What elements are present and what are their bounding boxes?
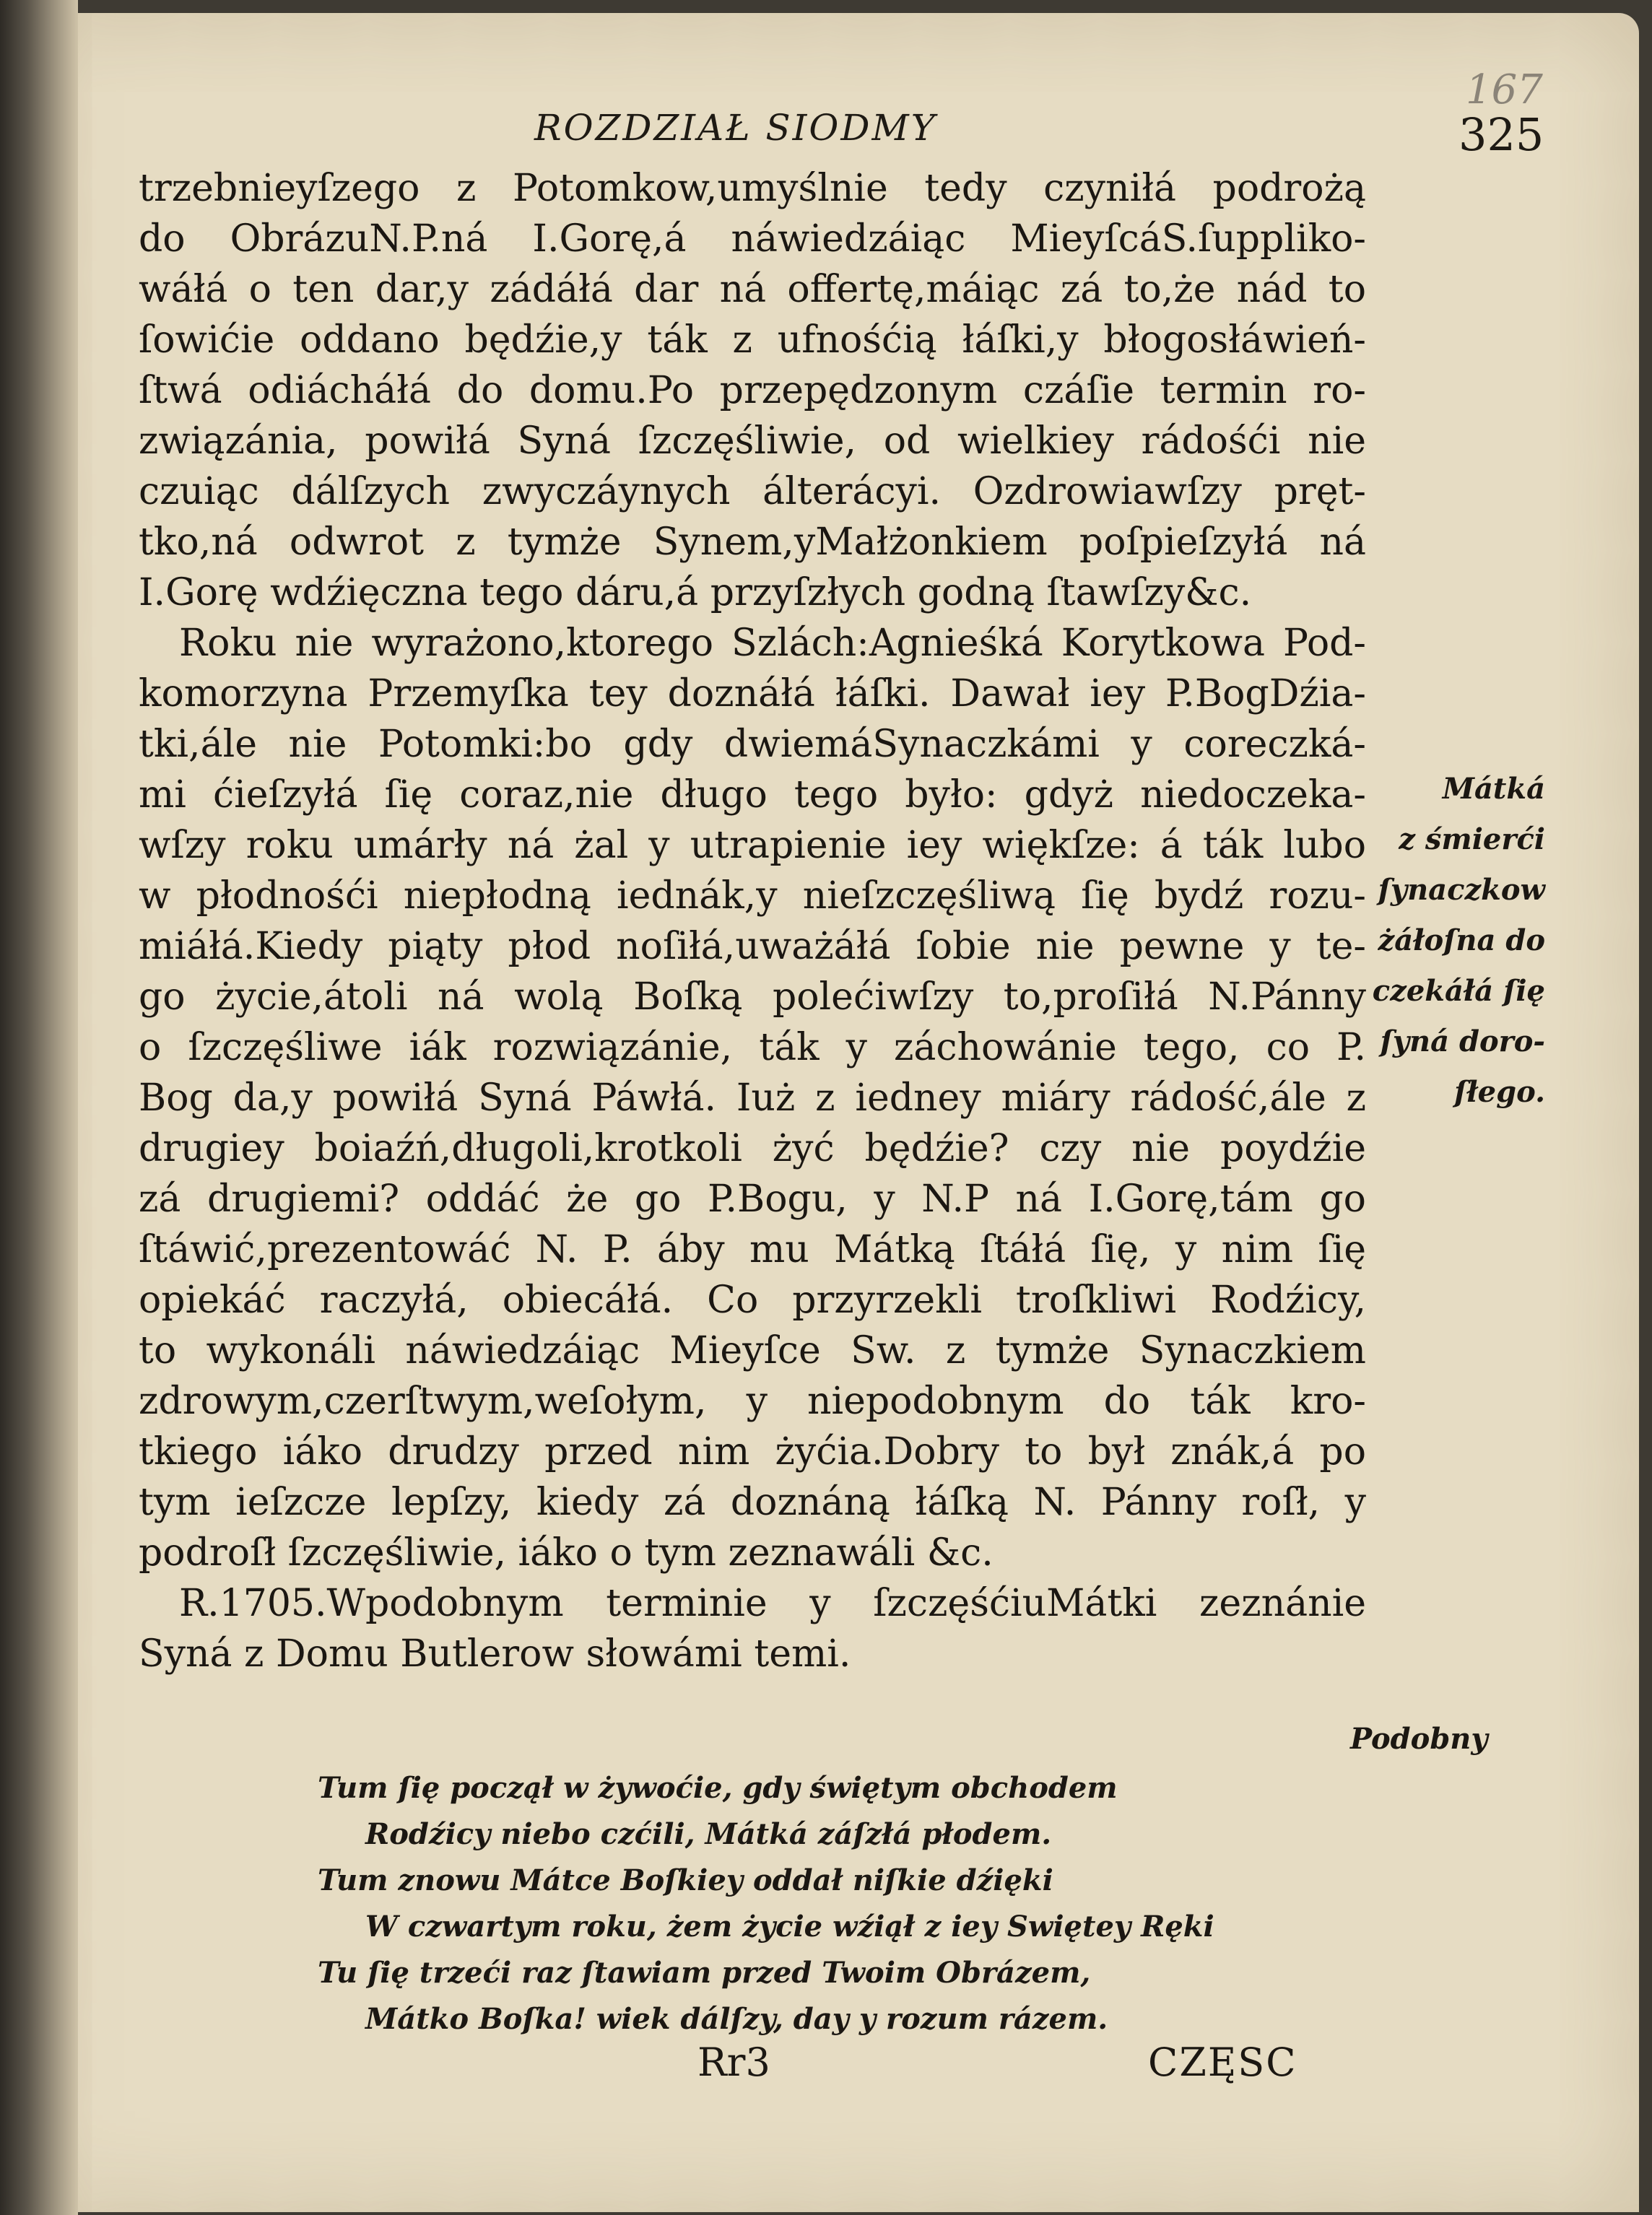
- margin-note-line: żáłoſna do: [1378, 923, 1545, 957]
- book-binding-edge: [0, 0, 78, 2215]
- margin-note-line: ſynaczkow: [1378, 873, 1545, 907]
- verse-block: [318, 1765, 1372, 2042]
- text-line: zá drugiemi? oddáć że go P.Bogu, y N.P ná I.Gorę,tám go: [139, 1178, 1366, 1221]
- catchword: CZĘSC: [1148, 2040, 1297, 2085]
- text-line: do ObrázuN.P.ná I.Gorę,á náwiedzáiąc MieyſcáS.ſuppliko-: [139, 217, 1366, 261]
- text-line: ſtwá odiácháłá do domu.Po przepędzonym czáſie termin ro-: [139, 369, 1366, 412]
- handwritten-folio-number: 167: [1466, 66, 1543, 113]
- text-line: wáłá o ten dar,y zádáłá dar ná offertę,máiąc zá to,że nád to: [139, 268, 1366, 311]
- margin-note-line: ſłego.: [1454, 1075, 1545, 1109]
- margin-note-line: z śmierći: [1399, 822, 1545, 856]
- text-line: mi ćieſzyłá ſię coraz,nie długo tego było: gdyż niedoczeka-: [139, 773, 1366, 817]
- margin-note-line: ſyná doro-: [1380, 1024, 1545, 1058]
- verse-line: Tu ſię trzeći raz ſtawiam przed Twoim Obrázem,: [318, 1956, 1091, 1990]
- text-line: Bog da,y powiłá Syná Páwłá. Iuż z iedney miáry rádość,ále z: [139, 1076, 1366, 1120]
- paragraph: [139, 618, 1366, 1578]
- text-line: podroſł ſzczęśliwie, iáko o tym zeznawáli &c.: [139, 1531, 994, 1575]
- text-line: Syná z Domu Butlerow słowámi temi.: [139, 1632, 851, 1676]
- body-text: [139, 163, 1366, 1679]
- text-line: Roku nie wyrażono,ktorego Szlách:Agnieśká Korytkowa Pod-: [179, 622, 1366, 665]
- text-line: w płodnośći niepłodną iednák,y nieſzczęśliwą ſię bydź rozu-: [139, 874, 1366, 918]
- text-line: czuiąc dálſzych zwyczáynych álterácyi. Ozdrowiawſzy pręt-: [139, 470, 1366, 513]
- verse-line: Rodźicy niebo czćili, Mátká záſzłá płodem.: [365, 1817, 1052, 1851]
- verse-line: Tum ſię począł w żywoćie, gdy świętym obchodem: [318, 1771, 1118, 1805]
- text-line: tki,ále nie Potomki:bo gdy dwiemáSynaczkámi y coreczká-: [139, 723, 1366, 766]
- marginal-note: [1357, 764, 1545, 1118]
- text-line: tkiego iáko drudzy przed nim żyćia.Dobry to był znák,á po: [139, 1430, 1366, 1474]
- verse-line: Tum znowu Mátce Boſkiey oddał niſkie dźięki: [318, 1863, 1053, 1897]
- text-line: R.1705.Wpodobnym terminie y ſzczęśćiuMátki zeznánie: [179, 1582, 1366, 1625]
- text-line: opiekáć raczyłá, obiecáłá. Co przyrzekli troſkliwi Rodźicy,: [139, 1279, 1366, 1322]
- text-line: go życie,átoli ná wolą Boſką polećiwſzy to,proſiłá N.Pánny: [139, 975, 1366, 1019]
- text-line: o ſzczęśliwe iák rozwiązánie, ták y záchowánie tego, co P.: [139, 1026, 1366, 1069]
- text-line: ſtáwić,prezentowáć N. P. áby mu Mátką ſtáłá ſię, y nim ſię: [139, 1228, 1366, 1271]
- text-line: komorzyna Przemyſka tey doznáłá łáſki. Dawał iey P.BogDźia-: [139, 672, 1366, 715]
- verse-line: W czwartym roku, żem życie wźiął z iey Swiętey Ręki: [365, 1910, 1214, 1944]
- signature-mark: Rr3: [697, 2040, 770, 2085]
- margin-note-line: Mátká: [1442, 772, 1545, 806]
- paragraph: [139, 163, 1366, 618]
- text-line: tym ieſzcze lepſzy, kiedy zá doznáną łáſką N. Pánny roſł, y: [139, 1481, 1366, 1524]
- margin-side-word: Podobny: [1350, 1722, 1488, 1756]
- text-line: drugiey boiaźń,długoli,krotkoli żyć będźie? czy nie poydźie: [139, 1127, 1366, 1170]
- text-line: I.Gorę wdźięczna tego dáru,á przyſzłych godną ſtawſzy&c.: [139, 571, 1252, 614]
- text-line: ſowićie oddano będźie,y ták z ufnośćią łáſki,y błogosłáwień-: [139, 318, 1366, 362]
- text-line: związánia, powiłá Syná ſzczęśliwie, od wielkiey rádośći nie: [139, 419, 1366, 463]
- text-line: zdrowym,czerſtwym,weſołym, y niepodobnym do ták kro-: [139, 1380, 1366, 1423]
- text-line: wſzy roku umárły ná żal y utrapienie iey więkſze: á ták lubo: [139, 824, 1366, 867]
- running-head: ROZDZIAŁ SIODMY: [534, 107, 937, 149]
- text-line: to wykonáli náwiedzáiąc Mieyſce Sw. z tymże Synaczkiem: [139, 1329, 1366, 1372]
- text-line: tko,ná odwrot z tymże Synem,yMałżonkiem poſpieſzyłá ná: [139, 521, 1366, 564]
- paragraph: [139, 1578, 1366, 1679]
- text-line: trzebnieyſzego z Potomkow,umyślnie tedy czyniłá podrożą: [139, 167, 1366, 210]
- verse-line: Mátko Boſka! wiek dálſzy, day y rozum rázem.: [365, 2002, 1108, 2036]
- text-line: miáłá.Kiedy piąty płod noſiłá,uważáłá ſobie nie pewne y te-: [139, 925, 1366, 968]
- margin-note-line: czekáłá ſię: [1372, 974, 1545, 1008]
- page-number: 325: [1458, 108, 1544, 161]
